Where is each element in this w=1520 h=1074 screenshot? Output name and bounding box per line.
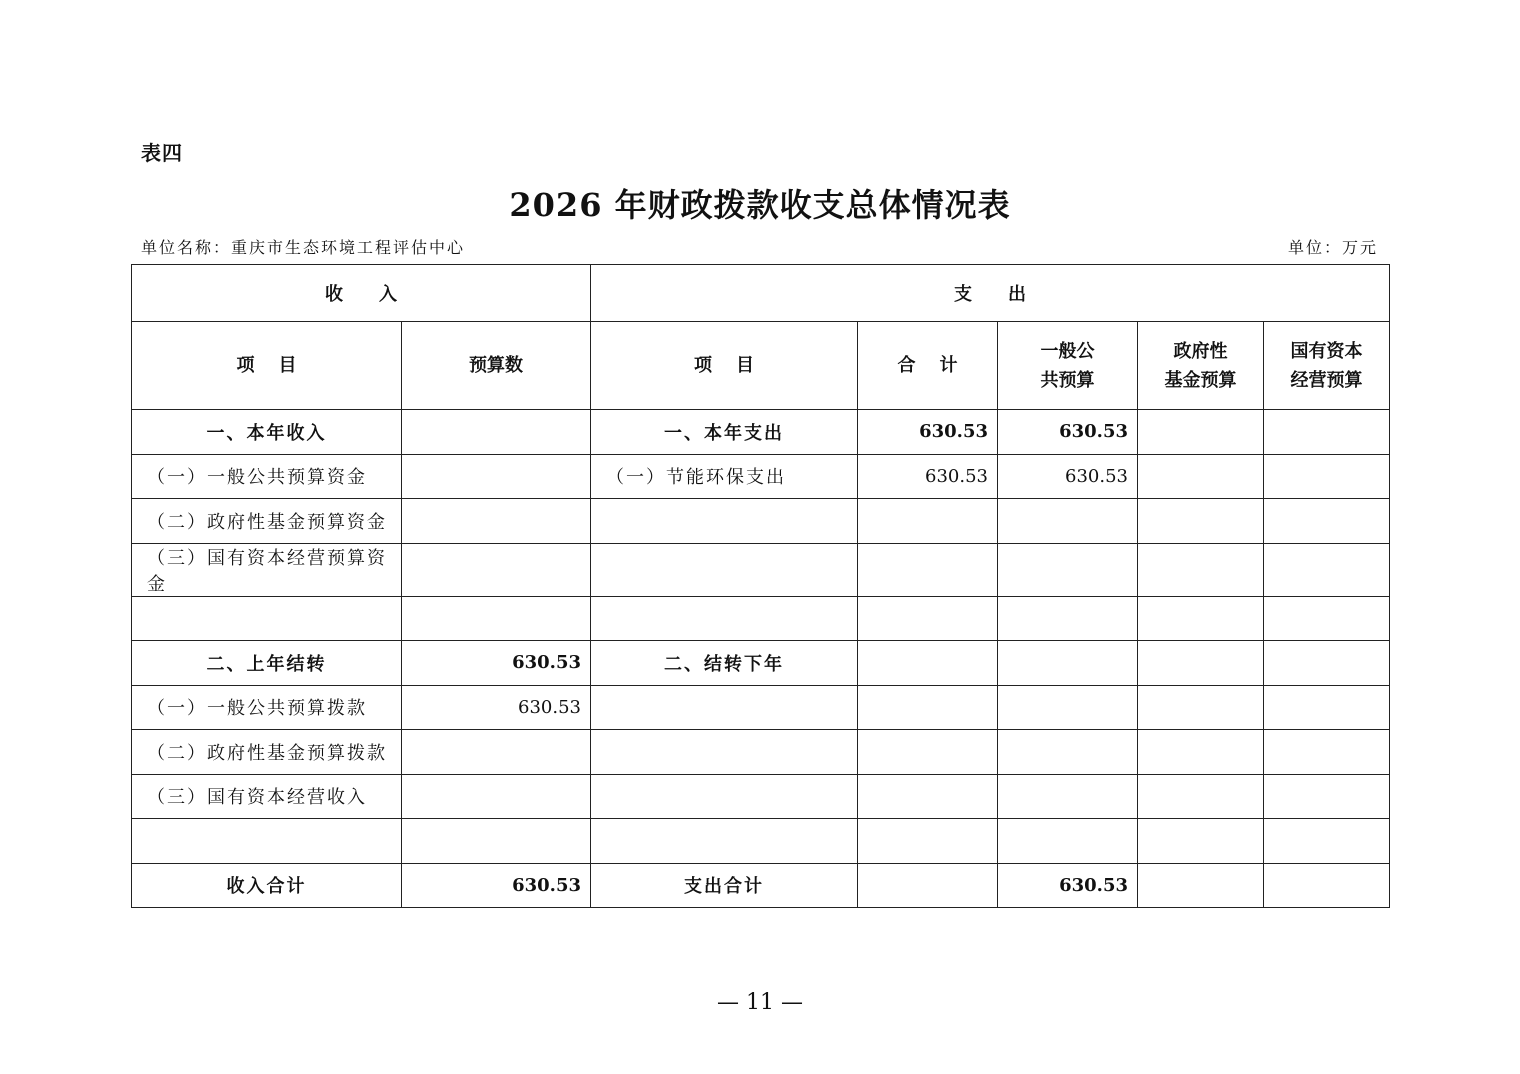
expense-general-header-line1: 一般公: [1040, 340, 1095, 362]
income-item-cell: [132, 596, 402, 641]
expense-item-cell: 二、结转下年: [591, 641, 858, 686]
totals-row: [132, 863, 1390, 908]
expense-total-cell: [858, 499, 998, 544]
expense-item-cell: （一）节能环保支出: [591, 454, 858, 499]
expense-state-cell: [1264, 774, 1390, 819]
expense-general-cell: [998, 543, 1138, 596]
income-budget-cell: [402, 499, 591, 544]
expense-state-header-line1: 国有资本: [1290, 340, 1363, 362]
expense-total-cell: [858, 774, 998, 819]
expense-fund-cell: [1138, 863, 1264, 908]
expense-state-header-line2: 经营预算: [1290, 369, 1363, 391]
expense-state-cell: [1264, 543, 1390, 596]
unit-label: 单位：万元: [1287, 238, 1378, 257]
expense-item-cell: 一、本年支出: [591, 410, 858, 455]
income-budget-header: 预算数: [402, 322, 591, 410]
income-item-cell: （三）国有资本经营收入: [132, 774, 402, 819]
income-section-header: 收入: [132, 265, 591, 322]
expense-state-cell: [1264, 863, 1390, 908]
expense-item-cell: [591, 685, 858, 730]
expense-total-label: 支出合计: [591, 863, 858, 908]
expense-item-cell: [591, 774, 858, 819]
expense-state-cell: [1264, 410, 1390, 455]
expense-state-cell: [1264, 596, 1390, 641]
income-budget-cell: [402, 410, 591, 455]
expense-fund-cell: [1138, 641, 1264, 686]
expense-section-header: 支出: [591, 265, 1390, 322]
expense-general-cell: 630.53: [998, 454, 1138, 499]
income-item-cell: 二、上年结转: [132, 641, 402, 686]
income-budget-cell: [402, 774, 591, 819]
expense-item-cell: [591, 730, 858, 775]
expense-general-header-line2: 共预算: [1040, 369, 1095, 391]
expense-total-cell: [858, 596, 998, 641]
expense-state-cell: [1264, 819, 1390, 864]
income-budget-cell: [402, 730, 591, 775]
income-item-cell: （二）政府性基金预算拨款: [132, 730, 402, 775]
income-total-label: 收入合计: [132, 863, 402, 908]
expense-state-cell: [1264, 641, 1390, 686]
table-row: [132, 499, 1390, 544]
expense-state-cell: [1264, 730, 1390, 775]
expense-fund-cell: [1138, 596, 1264, 641]
table-row: [132, 641, 1390, 686]
expense-total-cell: [858, 819, 998, 864]
table-row: [132, 410, 1390, 455]
expense-total-cell: [858, 863, 998, 908]
expense-fund-cell: [1138, 410, 1264, 455]
table-row: [132, 596, 1390, 641]
table-row: [132, 543, 1390, 596]
table-row: [132, 454, 1390, 499]
expense-total-cell: [858, 730, 998, 775]
column-header-row: [132, 322, 1390, 410]
page-number: — 11 —: [717, 990, 803, 1015]
expense-state-cell: [1264, 499, 1390, 544]
expense-general-cell: [998, 596, 1138, 641]
income-item-cell: [132, 819, 402, 864]
income-item-cell: （一）一般公共预算拨款: [132, 685, 402, 730]
expense-general-header: [998, 322, 1138, 410]
expense-item-header: 项目: [591, 322, 858, 410]
expense-total-cell: 630.53: [858, 454, 998, 499]
table-row: [132, 685, 1390, 730]
expense-general-cell: [998, 774, 1138, 819]
budget-table: [131, 264, 1390, 908]
income-item-cell: （二）政府性基金预算资金: [132, 499, 402, 544]
table-row: [132, 819, 1390, 864]
income-item-header: 项目: [132, 322, 402, 410]
income-item-cell: （一）一般公共预算资金: [132, 454, 402, 499]
page-title: 2026 年财政拨款收支总体情况表: [509, 186, 1011, 224]
expense-general-total: 630.53: [998, 863, 1138, 908]
expense-fund-header-line2: 基金预算: [1164, 369, 1237, 391]
expense-state-cell: [1264, 685, 1390, 730]
expense-general-cell: [998, 499, 1138, 544]
income-budget-cell: 630.53: [402, 641, 591, 686]
expense-item-cell: [591, 543, 858, 596]
expense-fund-cell: [1138, 499, 1264, 544]
table-label: 表四: [141, 141, 183, 165]
expense-general-cell: [998, 819, 1138, 864]
expense-total-cell: [858, 685, 998, 730]
unit-name: 单位名称：重庆市生态环境工程评估中心: [141, 238, 466, 257]
expense-total-cell: [858, 641, 998, 686]
expense-item-cell: [591, 596, 858, 641]
expense-fund-cell: [1138, 774, 1264, 819]
expense-total-header: 合计: [858, 322, 998, 410]
expense-general-cell: [998, 685, 1138, 730]
expense-general-cell: 630.53: [998, 410, 1138, 455]
income-budget-cell: [402, 596, 591, 641]
income-item-cell: （三）国有资本经营预算资金: [132, 543, 402, 596]
income-item-cell: 一、本年收入: [132, 410, 402, 455]
expense-item-cell: [591, 499, 858, 544]
expense-total-cell: 630.53: [858, 410, 998, 455]
income-budget-cell: [402, 454, 591, 499]
expense-fund-cell: [1138, 543, 1264, 596]
expense-fund-cell: [1138, 819, 1264, 864]
expense-general-cell: [998, 641, 1138, 686]
expense-general-cell: [998, 730, 1138, 775]
income-budget-cell: [402, 819, 591, 864]
expense-fund-cell: [1138, 685, 1264, 730]
expense-item-cell: [591, 819, 858, 864]
expense-total-cell: [858, 543, 998, 596]
expense-fund-cell: [1138, 454, 1264, 499]
section-header-row: [132, 265, 1390, 322]
income-budget-cell: 630.53: [402, 685, 591, 730]
expense-fund-header-line1: 政府性: [1173, 340, 1228, 362]
expense-fund-cell: [1138, 730, 1264, 775]
expense-state-header: [1264, 322, 1390, 410]
table-row: [132, 774, 1390, 819]
expense-fund-header: [1138, 322, 1264, 410]
income-budget-cell: [402, 543, 591, 596]
income-total-value: 630.53: [402, 863, 591, 908]
expense-state-cell: [1264, 454, 1390, 499]
table-row: [132, 730, 1390, 775]
